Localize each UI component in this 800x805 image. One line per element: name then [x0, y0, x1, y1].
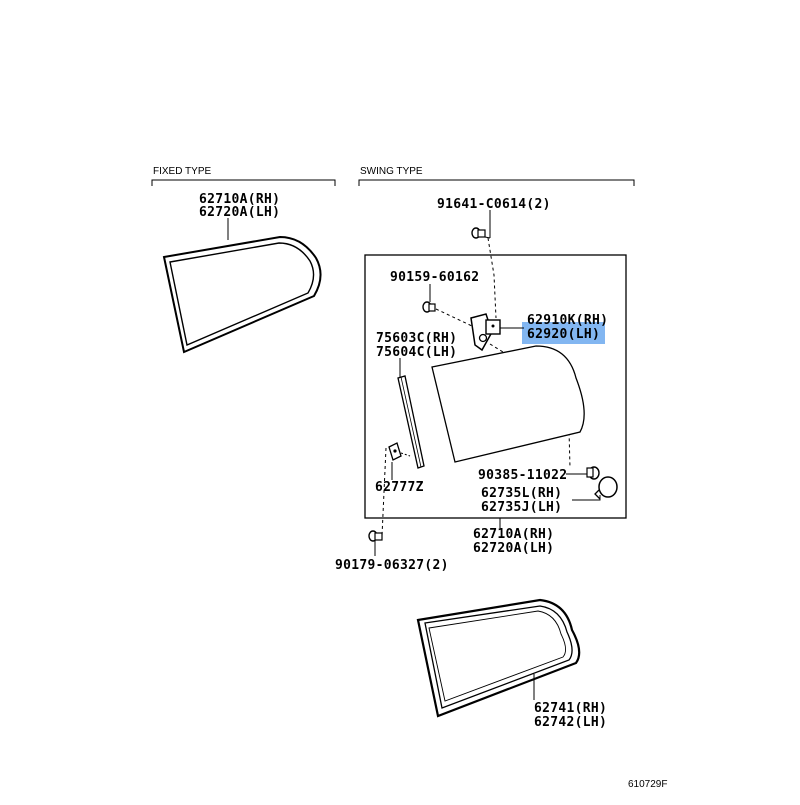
label-hinge-lh[interactable]: 62920(LH) [527, 327, 601, 342]
weatherstrip-icon[interactable] [398, 376, 424, 468]
fixed-quarter-glass[interactable] [164, 237, 321, 352]
leader-latch [572, 495, 600, 500]
swing-quarter-glass[interactable] [432, 346, 584, 462]
label-swing-glass-rh: 62710A(RH) [473, 527, 555, 542]
label-latch-rh: 62735L(RH) [481, 486, 563, 501]
window-seal[interactable] [418, 600, 579, 716]
label-weatherstrip-lh: 75604C(LH) [376, 345, 458, 360]
nut-icon[interactable] [587, 467, 599, 479]
label-clip: 62777Z [375, 480, 424, 495]
label-latch-lh: 62735J(LH) [481, 500, 563, 515]
label-hinge-rh: 62910K(RH) [527, 313, 609, 328]
bolt-bottom-icon[interactable] [369, 531, 382, 541]
hinge-icon[interactable] [471, 314, 500, 350]
label-weatherstrip-rh: 75603C(RH) [376, 331, 458, 346]
clip-icon[interactable] [389, 443, 401, 460]
section-bracket-swing [359, 180, 634, 186]
label-fixed-glass-lh: 62720A(LH) [199, 205, 281, 220]
latch-knob-icon[interactable] [595, 477, 617, 499]
label-bolt-bottom: 90179-06327(2) [335, 558, 449, 573]
label-seal-rh: 62741(RH) [534, 701, 608, 716]
label-fixed-glass-rh: 62710A(RH) [199, 192, 281, 207]
dashed-line-screw [436, 309, 472, 326]
section-title-fixed: FIXED TYPE [153, 166, 212, 177]
section-title-swing: SWING TYPE [360, 166, 423, 177]
screw-icon[interactable] [423, 302, 435, 312]
label-swing-glass-lh: 62720A(LH) [473, 541, 555, 556]
dashed-line-bolt-top [488, 238, 496, 318]
bolt-top-icon[interactable] [472, 228, 485, 238]
label-nut: 90385-11022 [478, 468, 568, 483]
label-screw: 90159-60162 [390, 270, 480, 285]
diagram-code: 610729F [628, 779, 668, 790]
label-bolt-top: 91641-C0614(2) [437, 197, 551, 212]
section-bracket-fixed [152, 180, 335, 186]
label-seal-lh: 62742(LH) [534, 715, 608, 730]
